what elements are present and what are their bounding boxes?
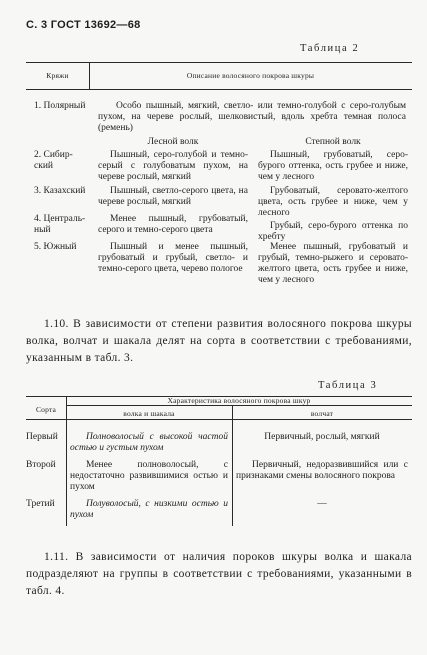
table3-caption: Таблица 3	[318, 380, 378, 391]
table3-row1-wolf: Полноволосый с высокой частой остью и густым пухом	[70, 432, 228, 453]
table2-sub-forest: Лесной волк	[147, 137, 199, 147]
table2-row5-steppe: Менее пышный, грубоватый и грубый, темно-рыжего и серовато-желтого цвета, ость грубее и ниже, чем у лесного	[258, 242, 408, 285]
table2-row3-steppe: Грубоватый, серовато-желтого цвета, ость грубее и ниже, чем у лесного	[258, 186, 408, 218]
table2-row4-breed: 4. Централь-ный	[34, 214, 86, 235]
table3-row3-wolf: Полуволосый, с низкими остью и пухом	[70, 499, 228, 520]
table3-col-grade: Сорта	[35, 405, 57, 414]
table3-sub-cubs: волчат	[310, 409, 334, 418]
table2-col-breed: Кряжи	[46, 71, 69, 80]
table3-row1-cubs: Первичный, рослый, мягкий	[264, 432, 380, 442]
table3-subheader-rule	[66, 405, 412, 406]
table2-sub-steppe: Степной волк	[305, 137, 361, 147]
table3-col-divider-2	[232, 405, 233, 526]
table2-row3-breed: 3. Казахский	[34, 186, 86, 196]
table3-row1-grade: Первый	[26, 432, 58, 442]
table3-row3-cubs: —	[317, 499, 327, 509]
table2-row5-breed: 5. Южный	[34, 242, 77, 252]
paragraph-1-11: 1.11. В зависимости от наличия пороков шкуры волка и шакала подразделяют на группы в соответствии с требованиями, указанными в табл. 4.	[26, 551, 412, 597]
page-header: С. 3 ГОСТ 13692—68	[26, 19, 141, 31]
table2-row3-forest: Пышный, светло-серого цвета, на череве рослый, мягкий	[98, 186, 248, 207]
table3-col-char: Характеристика волосяного покрова шкур	[167, 396, 311, 405]
table2-row5-forest: Пышный и менее пышный, грубоватый и грубый, светло- и темно-серого цвета, черево пологое	[98, 242, 248, 274]
table3-row2-grade: Второй	[26, 460, 56, 470]
table3-row3-grade: Третий	[26, 499, 55, 509]
table2-row1-breed: 1. Полярный	[34, 101, 86, 111]
table2-top-rule	[26, 62, 412, 63]
table3-row2-cubs: Первичный, недоразвившийся или с признаками смены волосяного покрова	[236, 460, 408, 481]
table3-sub-wolf-jackal: волка и шакала	[123, 409, 175, 418]
table2-caption: Таблица 2	[300, 43, 360, 54]
table2-row2-forest: Пышный, серо-голубой и темно-серый с голубоватым пухом, на череве рослый, мягкий	[98, 150, 248, 182]
table2-row4-forest: Менее пышный, грубоватый, серого и темно-серого цвета	[98, 214, 248, 235]
table2-header-rule	[26, 89, 412, 90]
paragraph-1-10: 1.10. В зависимости от степени развития волосяного покрова шкуры волка, волчат и шакала делят на сорта в соответствии с требованиями, указанным в табл. 3.	[26, 318, 412, 364]
table3-header-rule	[26, 419, 412, 420]
table2-row2-steppe: Пышный, грубоватый, серо-бурого оттенка, ость грубее и ниже, чем у лесного	[258, 150, 408, 182]
table2-row2-breed: 2. Сибир-ский	[34, 150, 73, 171]
table2-col-description: Описание волосяного покрова шкуры	[186, 71, 315, 80]
table3-row2-wolf: Менее полноволосый, с недостаточно развившимися остью и пухом	[70, 460, 228, 492]
table2-row1-description: Особо пышный, мягкий, светло- или темно-голубой с серо-голубым пухом, на череве рослый, шелковистый, вдоль хребта темная полоса (ремень)	[98, 101, 406, 133]
table2-row4-steppe: Грубый, серо-бурого оттенка по хребту	[258, 221, 408, 242]
